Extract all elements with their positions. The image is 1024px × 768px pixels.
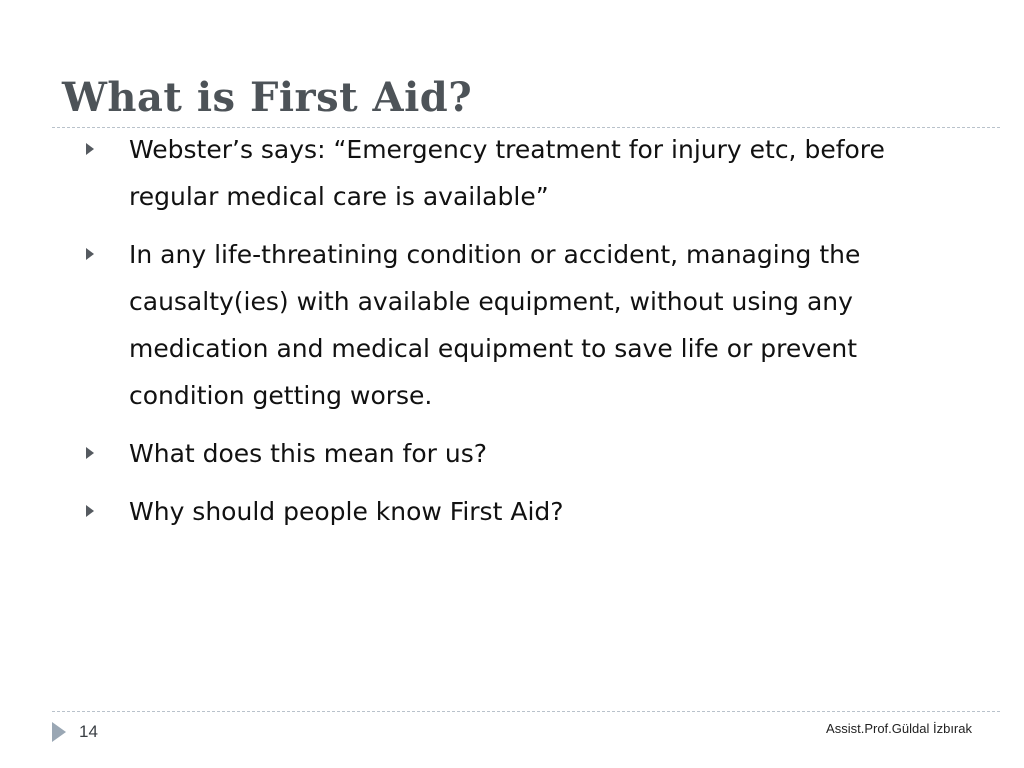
- triangle-right-icon: [86, 143, 94, 155]
- bullet-item: [86, 126, 946, 220]
- bullet-text: In any life-threatining condition or accident, managing the causalty(ies) with available equipment, without using any medication and medical equipment to save life or prevent condition getting worse.: [129, 240, 861, 410]
- bullet-item: [86, 488, 946, 535]
- bullet-text: What does this mean for us?: [129, 439, 488, 468]
- bullet-item: [86, 231, 946, 419]
- bullet-text: Webster’s says: “Emergency treatment for injury etc, before regular medical care is available”: [129, 135, 885, 211]
- slide-title: What is First Aid?: [62, 74, 473, 121]
- bullet-item: [86, 430, 946, 477]
- page-number: 14: [79, 722, 98, 741]
- triangle-right-icon: [86, 248, 94, 260]
- footer-divider: [52, 711, 1000, 712]
- triangle-right-icon: [52, 722, 66, 742]
- triangle-right-icon: [86, 505, 94, 517]
- footer-author: Assist.Prof.Güldal İzbırak: [826, 721, 972, 736]
- bullet-text: Why should people know First Aid?: [129, 497, 564, 526]
- bullet-list: [86, 126, 946, 546]
- triangle-right-icon: [86, 447, 94, 459]
